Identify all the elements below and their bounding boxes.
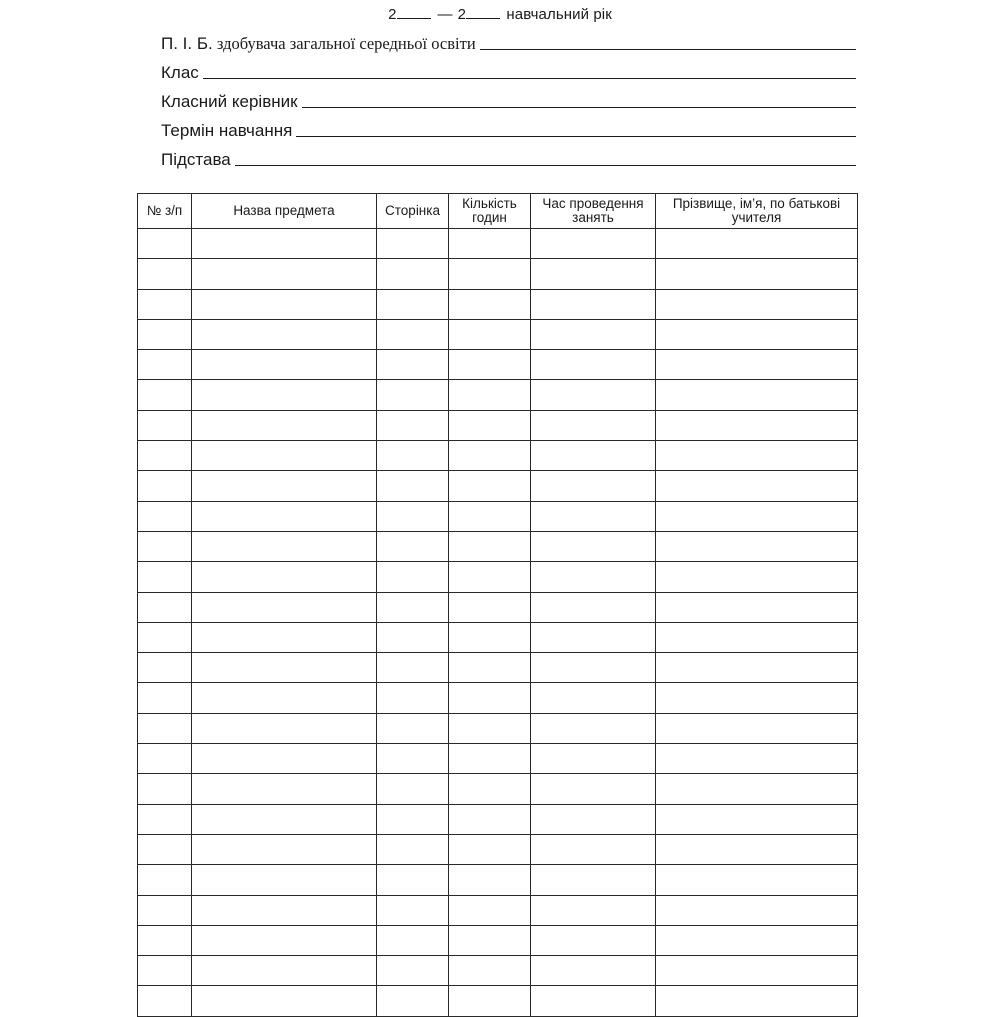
cell-hours[interactable] [449,289,531,319]
field-basis-line[interactable] [235,165,856,166]
table-header-row [138,194,858,229]
cell-number[interactable] [138,229,192,259]
field-class-teacher-label: Класний керівник [161,92,298,111]
cell-teacher[interactable] [656,441,858,471]
table-row [138,441,858,471]
cell-schedule[interactable] [531,441,656,471]
cell-teacher[interactable] [656,834,858,864]
cell-subject[interactable] [192,925,377,955]
cell-teacher[interactable] [656,229,858,259]
cell-teacher[interactable] [656,653,858,683]
cell-subject[interactable] [192,834,377,864]
field-study-term-line[interactable] [296,136,856,137]
cell-schedule[interactable] [531,350,656,380]
cell-number[interactable] [138,471,192,501]
field-class [161,61,856,83]
cell-subject[interactable] [192,804,377,834]
table-row [138,653,858,683]
cell-number[interactable] [138,834,192,864]
table-row [138,259,858,289]
table-row [138,834,858,864]
cell-schedule[interactable] [531,865,656,895]
cell-teacher[interactable] [656,380,858,410]
table-body [138,229,858,1017]
cell-subject[interactable] [192,683,377,713]
cell-teacher[interactable] [656,956,858,986]
column-header-page: Сторінка [377,194,449,229]
cell-number[interactable] [138,350,192,380]
cell-schedule[interactable] [531,653,656,683]
cell-schedule[interactable] [531,319,656,349]
cell-teacher[interactable] [656,259,858,289]
cell-number[interactable] [138,441,192,471]
cell-hours[interactable] [449,925,531,955]
cell-number[interactable] [138,531,192,561]
cell-schedule[interactable] [531,925,656,955]
cell-number[interactable] [138,744,192,774]
cell-subject[interactable] [192,774,377,804]
cell-teacher[interactable] [656,925,858,955]
field-student-name-label [161,34,480,54]
field-class-teacher-line[interactable] [302,107,856,108]
cell-subject[interactable] [192,986,377,1016]
cell-subject[interactable] [192,259,377,289]
cell-subject[interactable] [192,441,377,471]
cell-page[interactable] [377,592,449,622]
academic-year-line [0,4,1000,23]
cell-hours[interactable] [449,895,531,925]
cell-page[interactable] [377,289,449,319]
cell-hours[interactable] [449,410,531,440]
cell-subject[interactable] [192,531,377,561]
cell-subject[interactable] [192,895,377,925]
column-header-number: № з/п [138,194,192,229]
cell-subject[interactable] [192,744,377,774]
cell-page[interactable] [377,774,449,804]
table-row [138,744,858,774]
cell-subject[interactable] [192,289,377,319]
cell-page[interactable] [377,653,449,683]
cell-hours[interactable] [449,986,531,1016]
cell-schedule[interactable] [531,471,656,501]
cell-teacher[interactable] [656,804,858,834]
cell-teacher[interactable] [656,683,858,713]
cell-hours[interactable] [449,653,531,683]
year-blank-2 [466,4,500,19]
cell-number[interactable] [138,865,192,895]
cell-schedule[interactable] [531,592,656,622]
cell-page[interactable] [377,895,449,925]
table-row [138,471,858,501]
cell-subject[interactable] [192,229,377,259]
cell-teacher[interactable] [656,350,858,380]
cell-subject[interactable] [192,471,377,501]
cell-schedule[interactable] [531,501,656,531]
cell-hours[interactable] [449,259,531,289]
cell-page[interactable] [377,259,449,289]
column-header-schedule: Час проведення занять [531,194,656,229]
column-header-teacher: Прізвище, ім’я, по батькові учителя [656,194,858,229]
cell-hours[interactable] [449,501,531,531]
cell-page[interactable] [377,925,449,955]
cell-number[interactable] [138,956,192,986]
cell-schedule[interactable] [531,229,656,259]
year-dash: — [437,6,453,23]
cell-number[interactable] [138,319,192,349]
column-header-hours: Кількість годин [449,194,531,229]
cell-page[interactable] [377,501,449,531]
cell-schedule[interactable] [531,834,656,864]
table-row [138,956,858,986]
cell-subject[interactable] [192,865,377,895]
cell-teacher[interactable] [656,531,858,561]
cell-page[interactable] [377,834,449,864]
cell-subject[interactable] [192,380,377,410]
cell-page[interactable] [377,683,449,713]
cell-number[interactable] [138,592,192,622]
table-row [138,531,858,561]
table-row [138,713,858,743]
cell-page[interactable] [377,319,449,349]
cell-number[interactable] [138,986,192,1016]
field-student-name [161,32,856,54]
cell-teacher[interactable] [656,592,858,622]
cell-teacher[interactable] [656,986,858,1016]
cell-teacher[interactable] [656,774,858,804]
cell-hours[interactable] [449,592,531,622]
cell-teacher[interactable] [656,713,858,743]
table-row [138,289,858,319]
cell-hours[interactable] [449,834,531,864]
field-student-name-rest: здобувача загальної середньої освіти [212,34,476,53]
cell-subject[interactable] [192,653,377,683]
field-class-line[interactable] [203,78,856,79]
cell-hours[interactable] [449,350,531,380]
field-student-name-lead: П. І. Б. [161,34,213,53]
cell-page[interactable] [377,804,449,834]
cell-schedule[interactable] [531,289,656,319]
field-basis-label: Підстава [161,150,231,169]
cell-hours[interactable] [449,380,531,410]
cell-number[interactable] [138,653,192,683]
cell-teacher[interactable] [656,501,858,531]
cell-page[interactable] [377,986,449,1016]
cell-schedule[interactable] [531,895,656,925]
cell-page[interactable] [377,713,449,743]
cell-subject[interactable] [192,410,377,440]
table-row [138,895,858,925]
year-blank-1 [397,4,431,19]
cell-page[interactable] [377,441,449,471]
field-study-term [161,119,856,141]
cell-teacher[interactable] [656,410,858,440]
cell-number[interactable] [138,683,192,713]
cell-schedule[interactable] [531,774,656,804]
field-class-teacher [161,90,856,112]
cell-number[interactable] [138,380,192,410]
cell-hours[interactable] [449,713,531,743]
cell-subject[interactable] [192,562,377,592]
table-row [138,592,858,622]
table-row [138,865,858,895]
cell-number[interactable] [138,774,192,804]
cell-schedule[interactable] [531,683,656,713]
cell-teacher[interactable] [656,622,858,652]
cell-hours[interactable] [449,683,531,713]
cell-teacher[interactable] [656,562,858,592]
cell-page[interactable] [377,410,449,440]
cell-teacher[interactable] [656,471,858,501]
table-row [138,562,858,592]
cell-page[interactable] [377,622,449,652]
cell-hours[interactable] [449,774,531,804]
cell-schedule[interactable] [531,744,656,774]
cell-schedule[interactable] [531,956,656,986]
table-row [138,350,858,380]
cell-teacher[interactable] [656,895,858,925]
cell-number[interactable] [138,804,192,834]
cell-hours[interactable] [449,956,531,986]
cell-schedule[interactable] [531,410,656,440]
cell-teacher[interactable] [656,865,858,895]
table-row [138,380,858,410]
cell-subject[interactable] [192,622,377,652]
cell-number[interactable] [138,713,192,743]
year-suffix: навчальний рік [506,6,612,23]
cell-subject[interactable] [192,713,377,743]
cell-number[interactable] [138,289,192,319]
cell-subject[interactable] [192,956,377,986]
cell-page[interactable] [377,865,449,895]
cell-schedule[interactable] [531,531,656,561]
cell-page[interactable] [377,471,449,501]
table-row [138,319,858,349]
cell-hours[interactable] [449,622,531,652]
field-class-label: Клас [161,63,199,82]
cell-page[interactable] [377,531,449,561]
cell-subject[interactable] [192,501,377,531]
cell-hours[interactable] [449,804,531,834]
cell-hours[interactable] [449,865,531,895]
cell-schedule[interactable] [531,622,656,652]
cell-schedule[interactable] [531,562,656,592]
cell-number[interactable] [138,622,192,652]
cell-teacher[interactable] [656,319,858,349]
cell-subject[interactable] [192,592,377,622]
cell-number[interactable] [138,562,192,592]
cell-number[interactable] [138,259,192,289]
cell-subject[interactable] [192,319,377,349]
cell-page[interactable] [377,956,449,986]
cell-schedule[interactable] [531,259,656,289]
table-row [138,986,858,1016]
cell-page[interactable] [377,350,449,380]
table-row [138,229,858,259]
field-study-term-label: Термін навчання [161,121,293,140]
field-basis [161,148,856,170]
cell-page[interactable] [377,562,449,592]
cell-hours[interactable] [449,562,531,592]
table-row [138,774,858,804]
cell-hours[interactable] [449,441,531,471]
table-row [138,683,858,713]
cell-schedule[interactable] [531,804,656,834]
cell-hours[interactable] [449,471,531,501]
cell-teacher[interactable] [656,289,858,319]
table-row [138,925,858,955]
cell-number[interactable] [138,895,192,925]
cell-page[interactable] [377,380,449,410]
cell-page[interactable] [377,744,449,774]
cell-schedule[interactable] [531,380,656,410]
year-second-prefix: 2 [457,6,467,23]
cell-schedule[interactable] [531,713,656,743]
cell-hours[interactable] [449,319,531,349]
year-prefix: 2 [388,6,397,23]
cell-hours[interactable] [449,744,531,774]
cell-teacher[interactable] [656,744,858,774]
cell-hours[interactable] [449,229,531,259]
column-header-subject: Назва предмета [192,194,377,229]
table-row [138,622,858,652]
table-row [138,410,858,440]
cell-schedule[interactable] [531,986,656,1016]
cell-hours[interactable] [449,531,531,561]
cell-number[interactable] [138,925,192,955]
table-row [138,804,858,834]
cell-subject[interactable] [192,350,377,380]
table-row [138,501,858,531]
subjects-table [137,193,858,1017]
cell-number[interactable] [138,501,192,531]
cell-page[interactable] [377,229,449,259]
cell-number[interactable] [138,410,192,440]
field-student-name-line[interactable] [480,49,856,50]
